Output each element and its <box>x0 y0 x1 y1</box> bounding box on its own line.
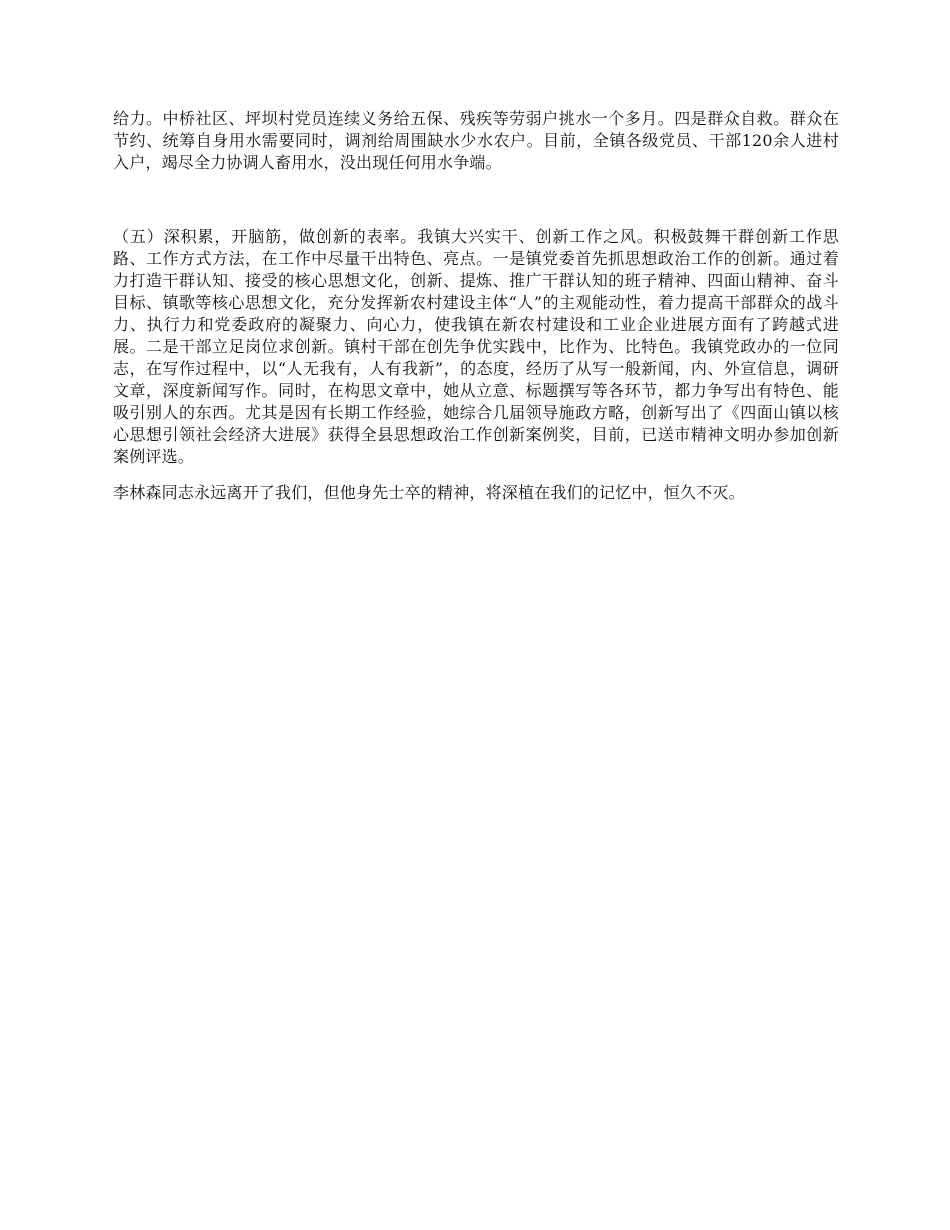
paragraph-closing: 李林森同志永远离开了我们，但他身先士卒的精神，将深植在我们的记忆中，恒久不灭。 <box>113 483 745 502</box>
paragraph-innovation: （五）深积累，开脑筋，做创新的表率。我镇大兴实干、创新工作之风。积极鼓舞干群创新工作思路、工作方式方法，在工作中尽量干出特色、亮点。一是镇党委首先抓思想政治工作的创新。通过着力打造干群认知、接受的核心思想文化，创新、提炼、推广干群认知的班子精神、四面山精神、奋斗目标、镇歌等核心思想文化，充分发挥新农村建设主体“人”的主观能动性，着力提高干部群众的战斗力、执行力和党委政府的凝聚力、向心力，使我镇在新农村建设和工业企业进展方面有了跨越式进展。二是干部立足岗位求创新。镇村干部在创先争优实践中，比作为、比特色。我镇党政办的一位同志，在写作过程中，以“人无我有，人有我新”，的态度，经历了从写一般新闻，内、外宣信息，调研文章，深度新闻写作。同时，在构思文章中，她从立意、标题撰写等各环节，都力争写出有特色、能吸引别人的东西。尤其是因有长期工作经验，她综合几届领导施政方略，创新写出了《四面山镇以核心思想引领社会经济大进展》获得全县思想政治工作创新案例奖，目前，已送市精神文明办参加创新案例评选。 <box>113 227 839 466</box>
paragraph-water-relief: 给力。中桥社区、坪坝村党员连续义务给五保、残疾等劳弱户挑水一个多月。四是群众自救。群众在节约、统筹自身用水需要同时，调剂给周围缺水少水农户。目前，全镇各级党员、干部120余人进村入户，竭尽全力协调人畜用水，没出现任何用水争端。 <box>113 109 839 172</box>
document-body <box>113 108 839 504</box>
